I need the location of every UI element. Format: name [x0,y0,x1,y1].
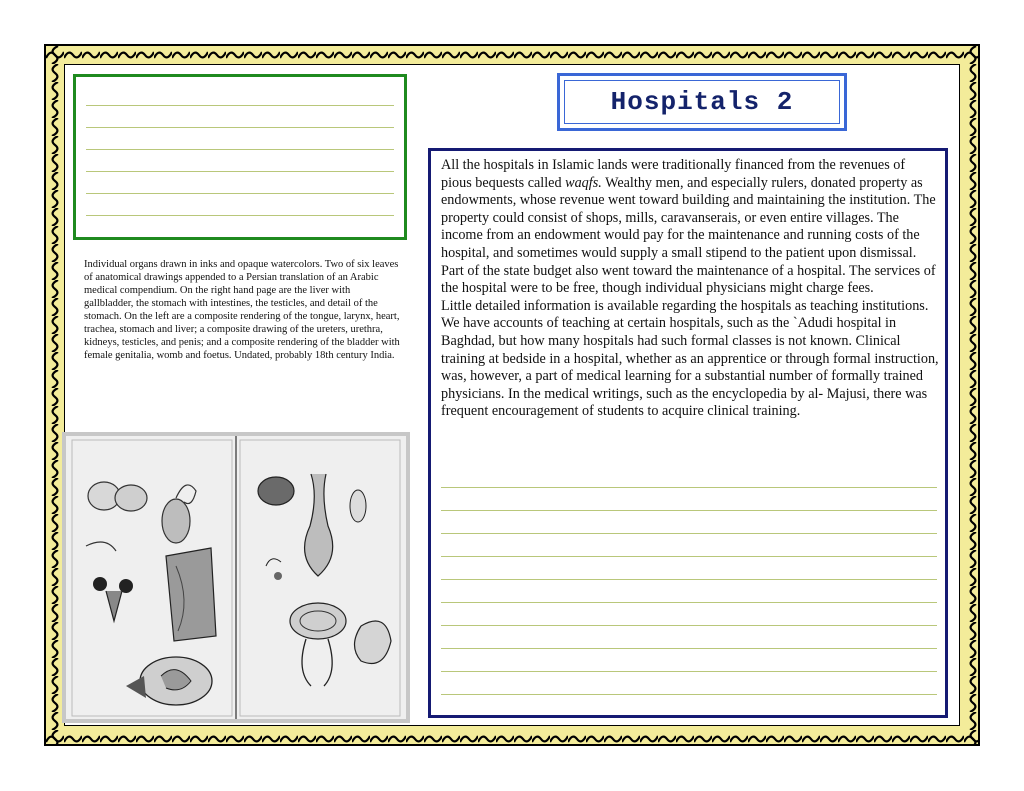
anatomical-drawings-illustration [66,436,406,719]
writing-line [441,694,937,695]
writing-line [441,671,937,672]
image-caption: Individual organs drawn in inks and opaque watercolors. Two of six leaves of anatomical drawings appended to a Persian translation of an Arabic medical compendium. On the right hand page are the liver with gallbladder, the stomach with intestines, the testicles, and detail of the stomach. On the left are a composite rendering of the tongue, larynx, heart, trachea, stomach and liver; a composite drawing of the ureters, urethra, kidneys, testicles, and penis; and a composite rendering of the bladder with female genitalia, womb and foetus. Undated, probably 18th century India. [84,259,400,361]
article-body [441,157,939,421]
writing-line [441,625,937,626]
writing-line [441,487,937,488]
title-box-inner [564,80,840,124]
writing-line [86,171,394,172]
writing-line [441,579,937,580]
anatomical-drawings-image [62,432,410,723]
article-box [428,148,948,718]
page-title: Hospitals 2 [610,87,794,117]
article-paragraph-2: Little detailed information is available regarding the hospitals as teaching institutions. We have accounts of teaching at certain hospitals, such as the `Adudi hospital in Baghdad, but how many hospitals had such formal classes is not known. Clinical training at bedside in a hospital, whether as an apprentice or through formal instruction, was, however, a part of medical learning for a substantial number of formally trained physicians. In the medical writings, such as the encyclopedia by al- Majusi, there was frequent encouragement of students to acquire clinical training. [441,297,939,420]
writing-line [86,193,394,194]
paragraph-1-rest: Wealthy men, and especially rulers, donated property as endowments, whose revenue went toward building and maintaining the institution. The property could consist of shops, mills, caravanserais, or even entire villages. The income from an endowment would pay for the maintenance and running costs of the hospital, and sometimes would supply a small stipend to the patient upon dismissal. Part of the state budget also went toward the maintenance of a hospital. The services of the hospital were to be free, though individual physicians might charge fees. [441,174,936,297]
writing-line [441,510,937,511]
writing-line [86,127,394,128]
writing-line [441,556,937,557]
paragraph-1-start: All the hospitals in Islamic lands were traditionally financed from the revenues of pious bequests called [441,157,906,191]
writing-line [86,215,394,216]
writing-line [441,602,937,603]
article-paragraph-1 [441,157,939,298]
term-waqfs: waqfs. [565,174,602,191]
writing-line [86,149,394,150]
writing-line [86,105,394,106]
writing-line [441,533,937,534]
writing-line [441,648,937,649]
lined-notes-box [73,74,407,240]
title-box [557,73,847,131]
